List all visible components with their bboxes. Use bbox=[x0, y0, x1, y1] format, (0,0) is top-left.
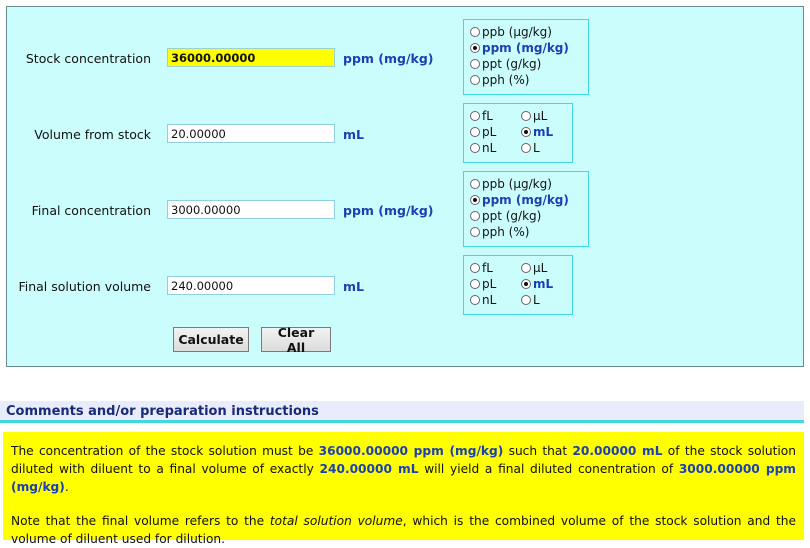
unit-option-ul[interactable]: µL bbox=[521, 108, 561, 124]
radio-button[interactable] bbox=[470, 59, 480, 69]
unit-option-fl[interactable]: fL bbox=[470, 108, 521, 124]
stock-concentration-unit-selector bbox=[463, 19, 589, 95]
radio-button[interactable] bbox=[470, 179, 480, 189]
unit-option-pph[interactable]: pph (%) bbox=[470, 224, 582, 240]
unit-option-ppm[interactable]: ppm (mg/kg) bbox=[470, 40, 582, 56]
unit-option-pph[interactable]: pph (%) bbox=[470, 72, 582, 88]
stock-concentration-label: Stock concentration bbox=[25, 51, 151, 66]
radio-button[interactable] bbox=[470, 227, 480, 237]
radio-button[interactable] bbox=[470, 295, 480, 305]
radio-button[interactable] bbox=[470, 279, 480, 289]
unit-option-ppt[interactable]: ppt (g/kg) bbox=[470, 56, 582, 72]
volume-from-stock-input[interactable] bbox=[167, 124, 335, 143]
unit-option-nl[interactable]: nL bbox=[470, 292, 521, 308]
final-solution-volume-input[interactable] bbox=[167, 276, 335, 295]
stock-concentration-result: 36000.00000 ppm (mg/kg) bbox=[318, 444, 504, 458]
unit-option-ml[interactable]: mL bbox=[521, 276, 561, 292]
radio-button[interactable] bbox=[470, 27, 480, 37]
volume-from-stock-result: 20.00000 mL bbox=[572, 444, 663, 458]
final-concentration-label: Final concentration bbox=[31, 203, 151, 218]
comments-paragraph-1: The concentration of the stock solution must be 36000.00000 ppm (mg/kg) such that 20.00000 mL of the stock solution diluted with diluent to a final volume of exactly 240.00000 mL will yield a final diluted conentration of 3000.00000 ppm (mg/kg). bbox=[11, 444, 796, 494]
radio-button-selected[interactable] bbox=[470, 195, 480, 205]
final-solution-volume-unit: mL bbox=[343, 279, 364, 294]
unit-option-nl[interactable]: nL bbox=[470, 140, 521, 156]
stock-concentration-unit: ppm (mg/kg) bbox=[343, 51, 434, 66]
radio-button[interactable] bbox=[470, 143, 480, 153]
comments-header: Comments and/or preparation instructions bbox=[0, 401, 804, 423]
final-concentration-unit-selector bbox=[463, 171, 589, 247]
unit-option-ml[interactable]: mL bbox=[521, 124, 561, 140]
unit-option-ppb[interactable]: ppb (µg/kg) bbox=[470, 24, 582, 40]
comments-paragraph-2: Note that the final volume refers to the total solution volume, which is the combined volume of the stock solution and the volume of diluent used for dilution. bbox=[11, 514, 796, 546]
volume-from-stock-unit: mL bbox=[343, 127, 364, 142]
radio-button-selected[interactable] bbox=[470, 43, 480, 53]
radio-button[interactable] bbox=[470, 211, 480, 221]
unit-option-ppm[interactable]: ppm (mg/kg) bbox=[470, 192, 582, 208]
volume-from-stock-label: Volume from stock bbox=[34, 127, 151, 142]
unit-option-pl[interactable]: pL bbox=[470, 276, 521, 292]
final-concentration-unit: ppm (mg/kg) bbox=[343, 203, 434, 218]
volume-from-stock-unit-selector bbox=[463, 103, 573, 163]
final-volume-result: 240.00000 mL bbox=[319, 462, 419, 476]
final-solution-volume-label: Final solution volume bbox=[18, 279, 151, 294]
radio-button[interactable] bbox=[470, 263, 480, 273]
unit-option-pl[interactable]: pL bbox=[470, 124, 521, 140]
unit-option-ul[interactable]: µL bbox=[521, 260, 561, 276]
radio-button[interactable] bbox=[521, 263, 531, 273]
final-solution-volume-unit-selector bbox=[463, 255, 573, 315]
clear-all-button[interactable]: Clear All bbox=[261, 327, 331, 352]
comments-body bbox=[3, 432, 804, 546]
stock-concentration-input[interactable] bbox=[167, 48, 335, 67]
final-concentration-input[interactable] bbox=[167, 200, 335, 219]
radio-button[interactable] bbox=[521, 111, 531, 121]
radio-button-selected[interactable] bbox=[521, 279, 531, 289]
unit-option-fl[interactable]: fL bbox=[470, 260, 521, 276]
radio-button[interactable] bbox=[470, 111, 480, 121]
radio-button[interactable] bbox=[521, 143, 531, 153]
radio-button-selected[interactable] bbox=[521, 127, 531, 137]
calculate-button[interactable]: Calculate bbox=[173, 327, 249, 352]
radio-button[interactable] bbox=[470, 75, 480, 85]
unit-option-ppt[interactable]: ppt (g/kg) bbox=[470, 208, 582, 224]
final-concentration-result: 3000.00000 ppm (mg/kg) bbox=[11, 462, 796, 494]
radio-button[interactable] bbox=[521, 295, 531, 305]
unit-option-l[interactable]: L bbox=[521, 140, 561, 156]
unit-option-ppb[interactable]: ppb (µg/kg) bbox=[470, 176, 582, 192]
unit-option-l[interactable]: L bbox=[521, 292, 561, 308]
calculator-panel bbox=[6, 6, 804, 367]
radio-button[interactable] bbox=[470, 127, 480, 137]
